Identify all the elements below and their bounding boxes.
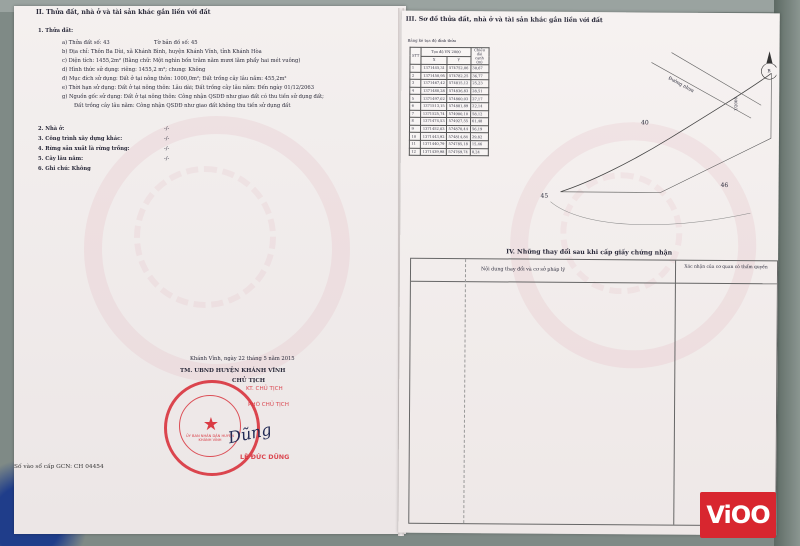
map-scale: 1/2000 (733, 96, 739, 112)
changes-col-confirm: Xác nhận của cơ quan có thẩm quyền (684, 264, 768, 271)
red-deputy-chair: PHÓ CHỦ TỊCH (248, 402, 289, 408)
section-title: II. Thửa đất, nhà ở và tài sản khác gắn liền với đất (36, 9, 211, 16)
red-kt-chair: KT. CHỦ TỊCH (246, 386, 283, 392)
parcel-45-label: 45 (540, 192, 549, 200)
table-row: 6 1371513,15 574881,89 22,14 (410, 102, 489, 110)
signature: Dũng (226, 419, 274, 448)
parcel-40-label: 40 (641, 119, 649, 127)
certificate-left-page (14, 6, 406, 534)
map-section-title: III. Sơ đồ thửa đất, nhà ở và tài sản khác gắn liền với đất (405, 15, 603, 25)
table-row: 10 1371443,92 574814,84 29,82 (409, 133, 488, 141)
north-arrow-icon (766, 51, 772, 63)
vioo-logo: ViOO (700, 492, 776, 538)
col-coords: Tọa độ VN 2000 (421, 47, 470, 56)
star-icon: ★ (202, 414, 220, 435)
usage-term: e) Thời hạn sử dụng: Đất ở tại nông thôn: Lâu dài; Đất trồng cây lâu năm: Đến ngày 01/12/2063 (62, 85, 315, 91)
map-sheet-number: Tờ bản đồ số: 45 (154, 40, 198, 46)
seal-text: ỦY BAN NHÂN DÂN HUYỆN KHÁNH VĨNH (186, 434, 234, 442)
perennial-label: 5. Cây lâu năm: (38, 156, 83, 162)
parcel-area: c) Diện tích: 1455,2m² (Bằng chữ: Một nghìn bốn trăm năm mươi lăm phẩy hai mét vuông) (62, 58, 301, 64)
parcel-heading: 1. Thửa đất: (38, 28, 74, 34)
coordinate-table (409, 47, 489, 157)
col-y: Y (447, 56, 470, 65)
table-row: 12 1371439,98 574769,74 8,24 (409, 148, 488, 156)
table-row: 4 1371480,28 574836,83 28,51 (410, 87, 489, 95)
changes-column-1 (409, 259, 676, 525)
forest-label: 4. Rừng sản xuất là rừng trồng: (38, 146, 130, 152)
table-row: 9 1371452,03 574870,44 56,19 (409, 125, 488, 133)
road-edge-2 (671, 53, 761, 106)
parcel-number: a) Thửa đất số: 43 (62, 40, 110, 46)
construction-label: 3. Công trình xây dựng khác: (38, 136, 123, 142)
house-label: 2. Nhà ở: (38, 126, 65, 132)
parcel-outline (561, 72, 772, 193)
construction-value: -/- (164, 136, 170, 142)
changes-col-content: Nội dung thay đổi và cơ sở pháp lý (481, 267, 566, 273)
register-number: Số vào sổ cấp GCN: CH 04454 (14, 464, 104, 470)
usage-origin-2: Đất trồng cây lâu năm: Công nhận QSDĐ như giao đất không thu tiền sử dụng đất (74, 103, 291, 109)
perennial-value: -/- (164, 156, 170, 162)
table-row: 1 1371445,31 574752,06 30,67 (410, 64, 489, 72)
certificate-right-page (398, 11, 780, 536)
chair-title: CHỦ TỊCH (232, 378, 266, 384)
changes-title: IV. Những thay đổi sau khi cấp giấy chứng nhận (506, 248, 673, 257)
coords-caption: Bảng kê tọa độ đỉnh thửa (407, 37, 457, 44)
seal-inner-ring (179, 395, 241, 457)
notes: 6. Ghi chú: Không (38, 166, 91, 172)
table-row: 3 1371467,42 574815,12 25,23 (410, 79, 489, 87)
parcel-boundary-line (561, 72, 772, 193)
road-label: Đường nhựa (667, 76, 695, 95)
table-row: 7 1371525,74 574900,10 58,12 (410, 110, 489, 118)
neighbor-boundary (550, 202, 750, 226)
col-x: X (421, 56, 447, 65)
signer-name: LÊ ĐỨC DŨNG (240, 453, 290, 461)
usage-form: d) Hình thức sử dụng: riêng: 1455,2 m²; chung: Không (62, 67, 206, 73)
table-row: 2 1371450,95 574782,25 36,77 (410, 72, 489, 80)
issue-date: Khánh Vĩnh, ngày 22 tháng 5 năm 2015 (190, 356, 295, 362)
usage-purpose: đ) Mục đích sử dụng: Đất ở tại nông thôn: 1000,0m²; Đất trồng cây lâu năm: 455,2m² (62, 76, 287, 82)
table-row: 11 1371440,79 574785,18 15,46 (409, 140, 488, 148)
forest-value: -/- (164, 146, 170, 152)
parcel-address: b) Địa chỉ: Thôn Ba Dùi, xã Khánh Bình, huyện Khánh Vĩnh, tỉnh Khánh Hòa (62, 49, 262, 55)
parcel-sketch (520, 42, 776, 234)
issuing-authority: TM. UBND HUYỆN KHÁNH VĨNH (180, 368, 286, 374)
house-value: -/- (164, 126, 170, 132)
parcel-46-label: 46 (720, 181, 729, 189)
usage-origin: g) Nguồn gốc sử dụng: Đất ở tại nông thôn: Công nhận QSDĐ như giao đất có thu tiền sử dụng đất; (62, 94, 324, 100)
changes-table (408, 258, 778, 527)
col-length: Chiều dài cạnh (m) (470, 48, 488, 65)
watermark-inner (134, 166, 276, 308)
table-row: 8 1371474,53 574927,55 61,48 (410, 117, 489, 125)
table-row: 5 1371497,02 574860,03 27,17 (410, 95, 489, 103)
col-stt: STT (410, 47, 421, 64)
compass-label: B (767, 69, 771, 75)
